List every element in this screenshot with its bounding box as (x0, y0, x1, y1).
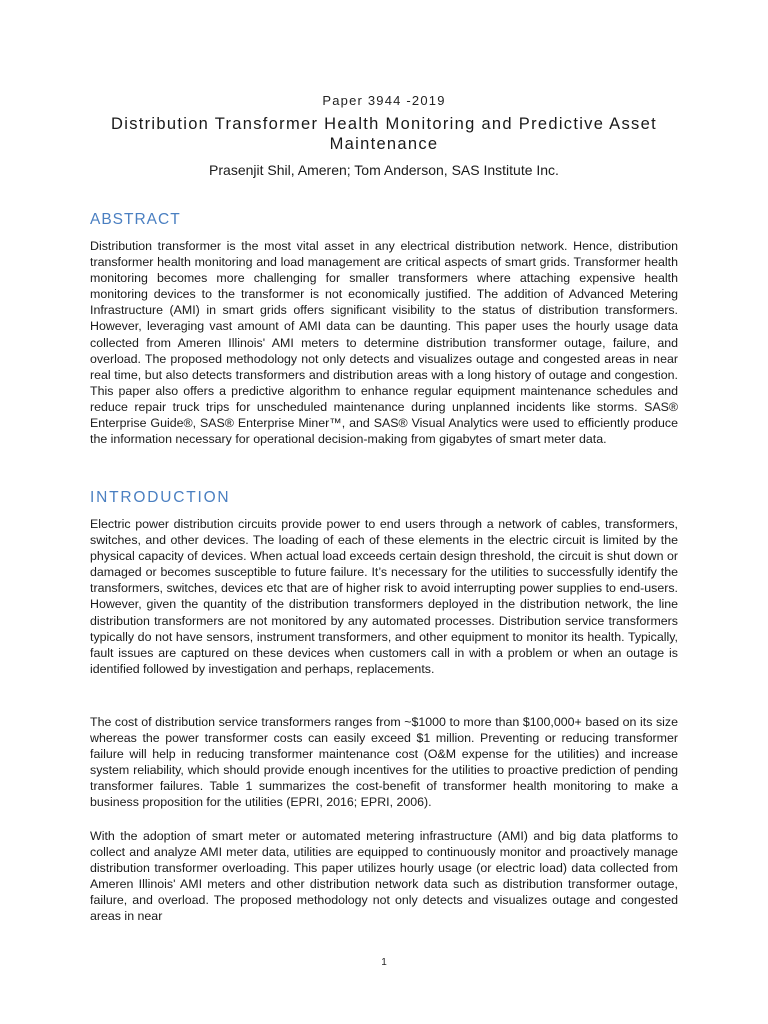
page-number: 1 (381, 957, 387, 968)
paper-authors: Prasenjit Shil, Ameren; Tom Anderson, SAS Institute Inc. (209, 162, 559, 178)
introduction-paragraph-1: Electric power distribution circuits provide power to end users through a network of cables, transformers, switches, and other devices. The loading of each of these elements in the electric circuit is limited by the physical capacity of devices. When actual load exceeds certain design threshold, the circuit is shut down or damaged or becomes susceptible to future failure. It’s necessary for the utilities to successfully identify the transformers, switches, devices etc that are of higher risk to avoid interrupting power supplies to end-users. However, given the quantity of the distribution transformers deployed in the distribution network, the line distribution transformers are not monitored by any automated processes. Distribution service transformers typically do not have sensors, instrument transformers, and other equipment to monitor its health. Typically, fault issues are captured on these devices when customers call in with a problem or when an outage is identified followed by investigation and perhaps, replacements. (90, 517, 678, 676)
section-heading-introduction: INTRODUCTION (90, 489, 231, 506)
paper-number: Paper 3944 -2019 (322, 93, 446, 108)
introduction-paragraph-3: With the adoption of smart meter or automated metering infrastructure (AMI) and big data platforms to collect and analyze AMI meter data, utilities are equipped to continuously monitor and proactively manage distribution transformer overloading. This paper utilizes hourly usage (or electric load) data collected from Ameren Illinois' AMI meters and other distribution network data such as distribution transformer outage, failure, and overload. The proposed methodology not only detects and visualizes outage and congested areas in near (90, 829, 678, 924)
section-heading-abstract: ABSTRACT (90, 211, 181, 228)
introduction-paragraph-2: The cost of distribution service transformers ranges from ~$1000 to more than $100,000+ based on its size whereas the power transformer costs can easily exceed $1 million. Preventing or reducing transformer failure will help in reducing transformer maintenance cost (O&M expense for the utilities) and increase system reliability, which should provide enough incentives for the utilities to proactive prediction of pending transformer failures. Table 1 summarizes the cost-benefit of transformer health monitoring to make a business proposition for the utilities (EPRI, 2016; EPRI, 2006). (90, 715, 678, 810)
abstract-paragraph: Distribution transformer is the most vital asset in any electrical distribution network. Hence, distribution transformer health monitoring and load management are critical aspects of smart grids. Transformer health monitoring becomes more challenging for smaller transformers where attaching expensive health monitoring devices to the transformer is not economically justified. The addition of Advanced Metering Infrastructure (AMI) in smart grids offers significant visibility to the status of distribution transformers. However, leveraging vast amount of AMI data can be daunting. This paper uses the hourly usage data collected from Ameren Illinois' AMI meters to determine distribution transformer outage, failure, and overload. The proposed methodology not only detects and visualizes outage and congested areas in near real time, but also detects transformers and distribution areas with a long history of outage and congestion. This paper also offers a predictive algorithm to enhance regular equipment maintenance schedules and reduce repair truck trips for unscheduled maintenance during unplanned incidents like storms. SAS® Enterprise Guide®, SAS® Enterprise Miner™, and SAS® Visual Analytics were used to efficiently produce the information necessary for operational decision-making from gigabytes of smart meter data. (90, 239, 678, 447)
paper-title: Distribution Transformer Health Monitoring and Predictive Asset Maintenance (111, 115, 657, 153)
